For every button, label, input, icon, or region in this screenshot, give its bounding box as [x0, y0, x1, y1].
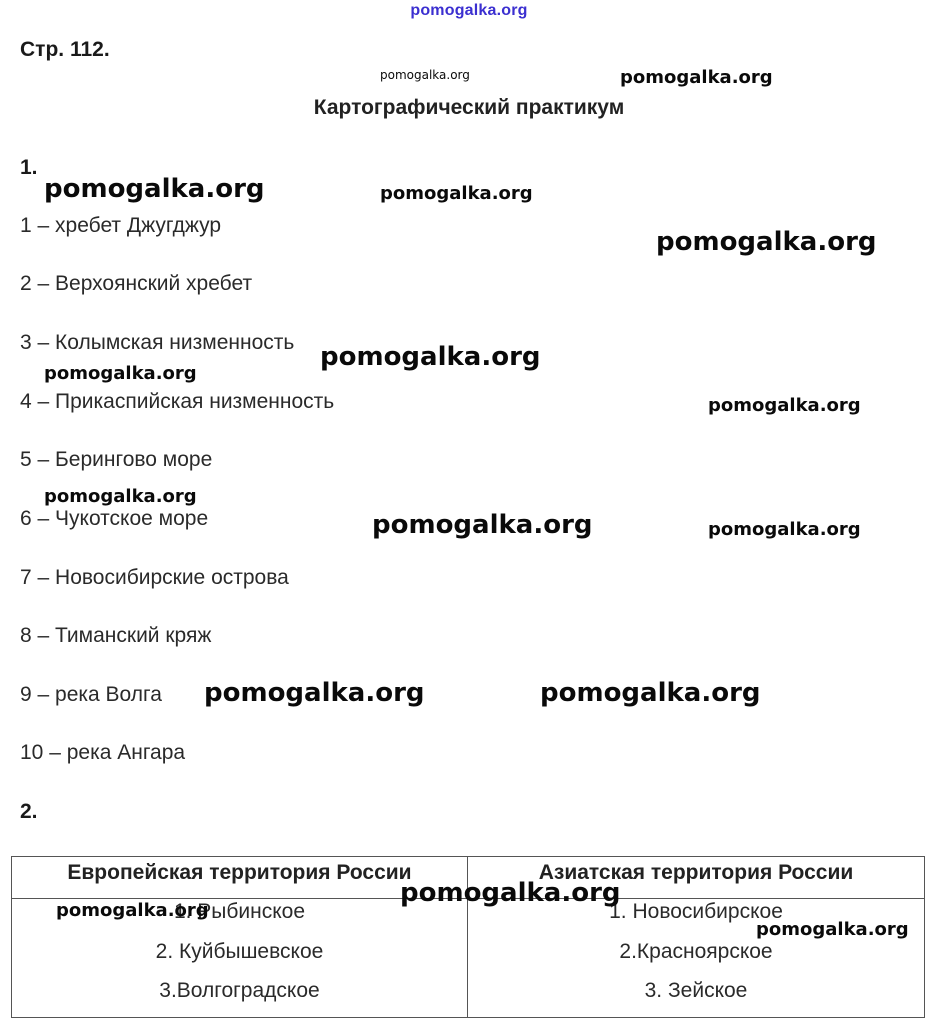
watermark: pomogalka.org	[372, 510, 593, 540]
task-1-number: 1.	[20, 156, 38, 179]
table-cell: 1. Новосибирское	[609, 900, 783, 923]
list-item: 10 – река Ангара	[20, 741, 186, 764]
watermark: pomogalka.org	[656, 227, 877, 257]
watermark: pomogalka.org	[708, 395, 861, 416]
watermark: pomogalka.org	[380, 68, 470, 82]
list-item: 3 – Колымская низменность	[20, 331, 295, 354]
table-cell: 2. Куйбышевское	[155, 940, 324, 963]
list-item: 4 – Прикаспийская низменность	[20, 390, 335, 413]
page-number: Стр. 112.	[20, 38, 110, 61]
table-cell: 3. Зейское	[644, 979, 748, 1002]
table-header-european: Европейская территория России	[67, 861, 412, 884]
list-item: 9 – река Волга	[20, 683, 162, 706]
watermark: pomogalka.org	[44, 363, 197, 384]
page-title: Картографический практикум	[313, 96, 625, 119]
site-url-link[interactable]: pomogalka.org	[410, 2, 528, 19]
table-cell: 1. Рыбинское	[173, 900, 306, 923]
list-item: 5 – Берингово море	[20, 448, 213, 471]
list-item: 2 – Верхоянский хребет	[20, 272, 253, 295]
table-header-asian: Азиатская территория России	[538, 861, 854, 884]
watermark: pomogalka.org	[44, 174, 265, 204]
watermark: pomogalka.org	[380, 183, 533, 204]
list-item: 1 – хребет Джугджур	[20, 214, 222, 237]
list-item: 8 – Тиманский кряж	[20, 624, 212, 647]
list-item: 7 – Новосибирские острова	[20, 566, 289, 589]
watermark: pomogalka.org	[56, 900, 209, 921]
list-item: 6 – Чукотское море	[20, 507, 209, 530]
task-2-number: 2.	[20, 800, 38, 823]
watermark: pomogalka.org	[708, 519, 861, 540]
table-cell: 2.Красноярское	[619, 940, 773, 963]
table-cell: 3.Волгоградское	[159, 979, 320, 1002]
watermark: pomogalka.org	[320, 342, 541, 372]
watermark: pomogalka.org	[620, 67, 773, 88]
watermark: pomogalka.org	[400, 878, 621, 908]
watermark: pomogalka.org	[756, 919, 909, 940]
watermark: pomogalka.org	[540, 678, 761, 708]
watermark: pomogalka.org	[204, 678, 425, 708]
watermark: pomogalka.org	[44, 486, 197, 507]
